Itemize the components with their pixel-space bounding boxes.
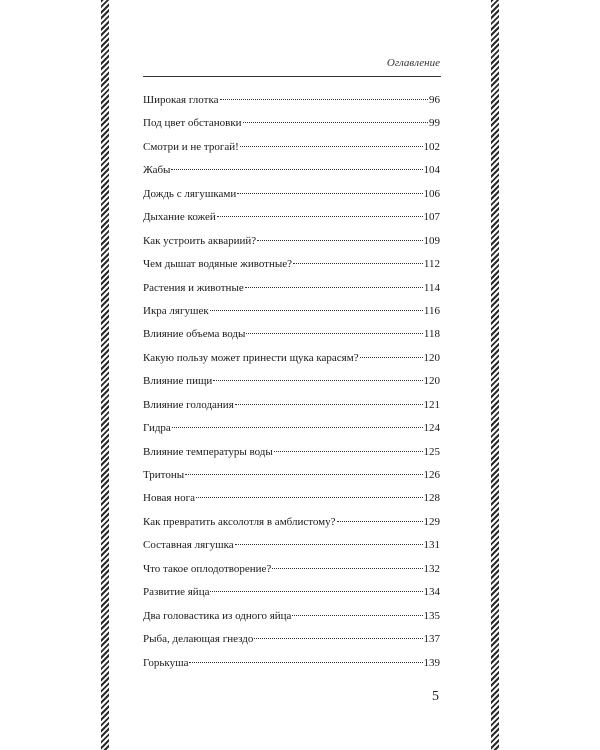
toc-leader-dots [235,544,423,545]
toc-leader-dots [360,357,423,358]
toc-entry-page: 124 [423,422,440,435]
header-rule [143,76,441,77]
toc-entry-title: Составная лягушка [143,539,234,552]
toc-entry[interactable] [143,396,440,419]
toc-entry[interactable] [143,349,440,372]
toc-entry-title: Два головастика из одного яйца [143,609,292,622]
toc-entry-title: Влияние голодания [143,398,234,411]
toc-leader-dots [210,310,423,311]
toc-entry-page: 131 [423,539,440,552]
toc-leader-dots [196,497,423,498]
toc-entry[interactable] [143,208,440,231]
toc-entry[interactable] [143,255,440,278]
toc-entry-title: Какую пользу может принести щука карасям? [143,351,359,364]
toc-entry-page: 96 [429,94,440,106]
toc-leader-dots [243,122,428,123]
toc-entry-title: Жабы [143,164,171,177]
toc-entry-title: Широкая глотка [143,94,219,106]
toc-leader-dots [274,451,423,452]
toc-leader-dots [337,521,423,522]
toc-entry[interactable] [143,443,440,466]
toc-entry-page: 128 [423,492,440,505]
left-decorative-border [101,0,109,750]
toc-entry-page: 114 [423,281,440,294]
toc-entry-page: 112 [423,258,440,271]
toc-entry[interactable] [143,91,440,114]
toc-entry[interactable] [143,161,440,184]
toc-entry-title: Смотри и не трогай! [143,140,239,153]
toc-leader-dots [246,333,423,334]
toc-leader-dots [171,169,422,170]
toc-entry-page: 109 [423,234,440,247]
toc-entry-title: Влияние пищи [143,375,213,388]
toc-entry-title: Гидра [143,422,171,435]
toc-entry[interactable] [143,583,440,606]
toc-entry-page: 139 [423,656,440,669]
toc-entry-title: Под цвет обстановки [143,117,242,130]
toc-entry-page: 126 [423,469,440,481]
toc-entry-page: 116 [423,304,440,317]
toc-leader-dots [220,99,428,100]
toc-leader-dots [293,263,423,264]
toc-entry-page: 118 [423,328,440,341]
toc-entry-title: Дыхание кожей [143,211,216,224]
toc-leader-dots [240,146,423,147]
toc-entry[interactable] [143,513,440,536]
toc-entry[interactable] [143,607,440,630]
toc-entry[interactable] [143,114,440,137]
toc-entry-title: Что такое оплодотворение? [143,562,272,575]
toc-entry-title: Дождь с лягушками [143,187,237,200]
toc-entry-page: 132 [423,562,440,575]
page-number: 5 [432,689,439,704]
toc-entry-title: Рыба, делающая гнездо [143,633,254,646]
toc-entry[interactable] [143,185,440,208]
toc-entry-page: 135 [423,609,440,622]
toc-entry-title: Как превратить аксолотля в амблистому? [143,515,336,528]
toc-entry-title: Икра лягушек [143,304,209,317]
toc-leader-dots [172,427,423,428]
toc-leader-dots [213,380,422,381]
toc-entry-page: 134 [423,586,440,599]
toc-entry-page: 137 [423,633,440,646]
toc-entry[interactable] [143,279,440,302]
toc-entry-title: Тритоны [143,469,185,481]
toc-entry-page: 106 [423,187,440,200]
toc-leader-dots [235,404,423,405]
toc-entry[interactable] [143,560,440,583]
toc-entry[interactable] [143,630,440,653]
toc-leader-dots [257,240,422,241]
toc-entry-page: 120 [423,351,440,364]
toc-entry-title: Чем дышат водяные животные? [143,258,293,271]
running-header: Оглавление [386,57,440,69]
table-of-contents [143,91,440,677]
toc-leader-dots [210,591,422,592]
toc-entry-page: 107 [423,211,440,224]
toc-entry-title: Как устроить аквариий? [143,234,257,247]
toc-entry[interactable] [143,232,440,255]
toc-entry[interactable] [143,466,440,489]
toc-entry-page: 129 [423,515,440,528]
toc-entry[interactable] [143,138,440,161]
toc-entry-page: 104 [423,164,440,177]
toc-entry-title: Растения и животные [143,281,244,294]
toc-entry-title: Горькуша [143,656,189,669]
right-decorative-border [491,0,499,750]
toc-leader-dots [237,193,422,194]
toc-entry[interactable] [143,536,440,559]
toc-entry-title: Новая нога [143,492,195,505]
toc-entry-title: Влияние температуры воды [143,445,273,458]
toc-leader-dots [272,568,422,569]
toc-leader-dots [189,662,422,663]
toc-entry[interactable] [143,419,440,442]
toc-entry-page: 102 [423,140,440,153]
toc-leader-dots [254,638,422,639]
toc-entry[interactable] [143,325,440,348]
toc-entry[interactable] [143,654,440,677]
toc-leader-dots [217,216,423,217]
toc-entry[interactable] [143,302,440,325]
toc-leader-dots [245,287,423,288]
toc-entry-page: 99 [429,117,440,130]
toc-entry[interactable] [143,372,440,395]
toc-entry-title: Развитие яйца [143,586,210,599]
toc-leader-dots [292,615,422,616]
toc-entry[interactable] [143,489,440,512]
toc-entry-title: Влияние объема воды [143,328,246,341]
toc-entry-page: 125 [423,445,440,458]
toc-entry-page: 120 [423,375,440,388]
toc-leader-dots [185,474,422,475]
toc-entry-page: 121 [423,398,440,411]
